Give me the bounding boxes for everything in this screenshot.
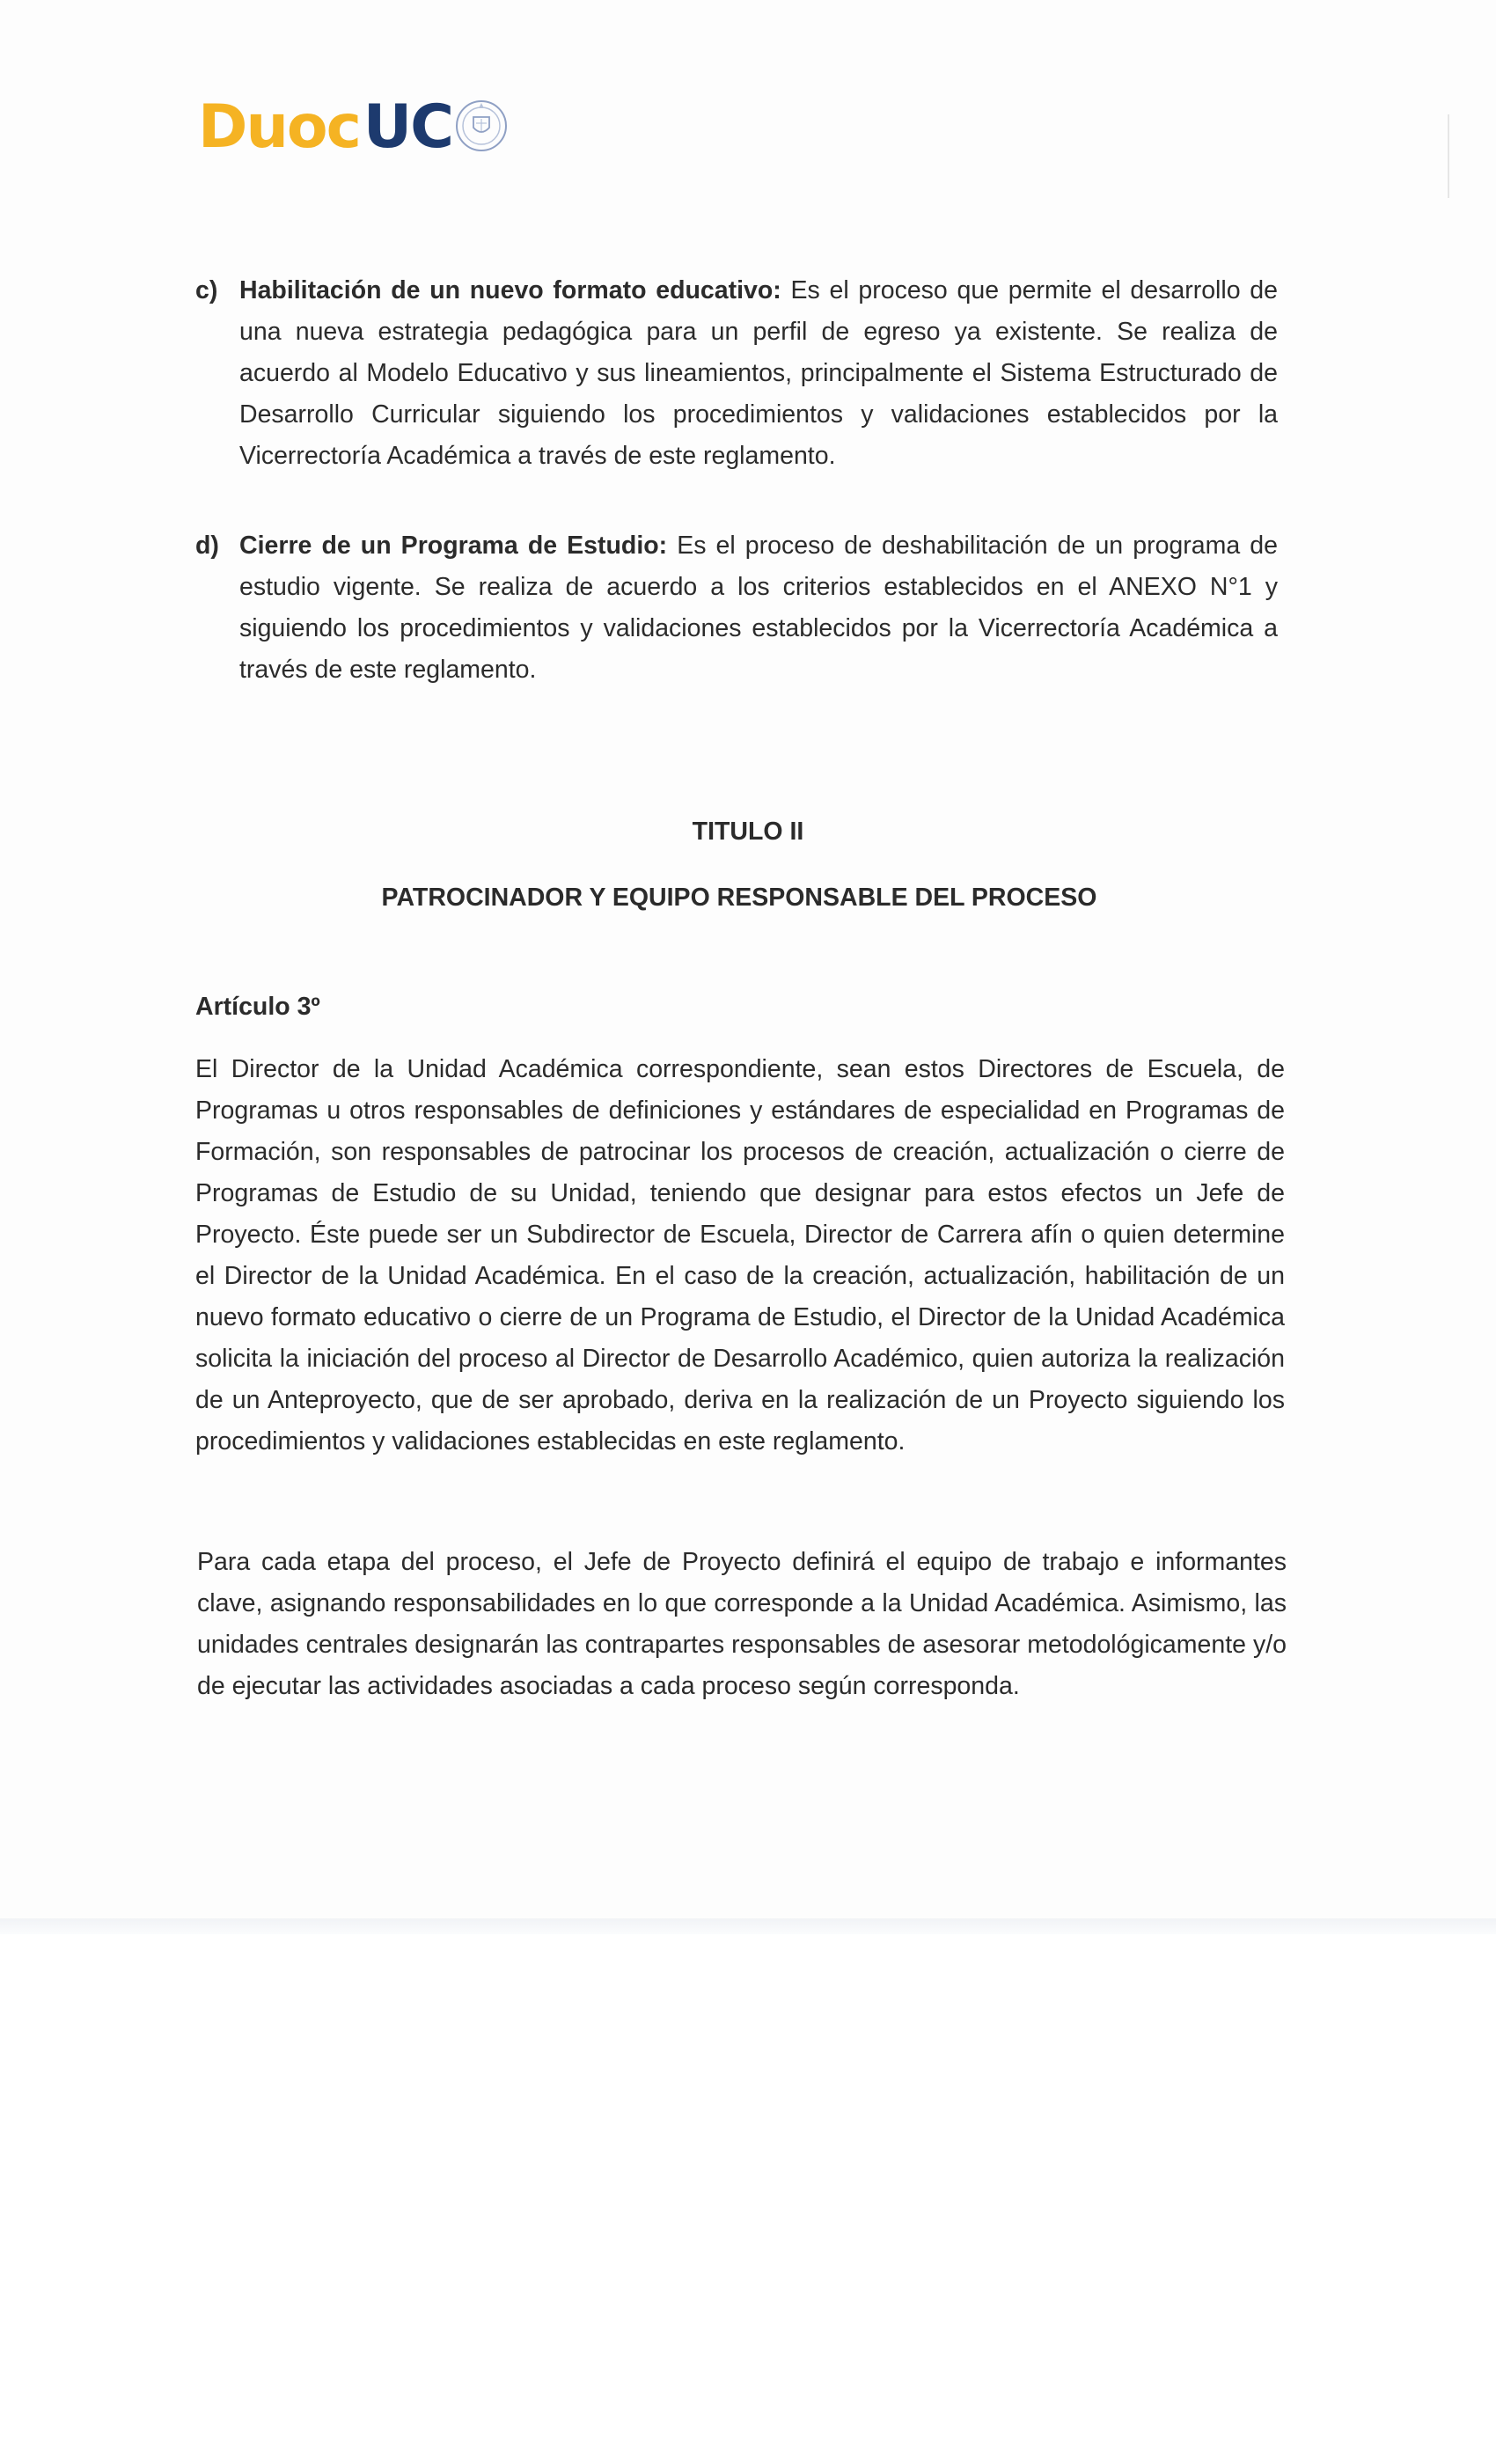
- list-item-text: Es el proceso que permite el desarrollo de una nueva estrategia pedagógica para un perfil de egreso ya existente. Se realiza de acuerdo al Modelo Educativo y sus lineamientos, principalmente el Sistema Estructurado de Desarrollo Curricular siguiendo los procedimientos y validaciones establecidos por la Vicerrectoría Académica a través de este reglamento.: [239, 276, 1279, 470]
- list-marker: c): [195, 276, 218, 304]
- university-seal-icon: [454, 92, 509, 158]
- article-paragraph-1: El Director de la Unidad Académica correspondiente, sean estos Directores de Escuela, de Programas u otros responsables de definiciones y estándares de especialidad en Programas de Formación, son responsables de patrocinar los procesos de creación, actualización o cierre de Programas de Estudio de su Unidad, teniendo que designar para estos efectos un Jefe de Proyecto. Éste puede ser un Subdirector de Escuela, Director de Carrera afín o quien determine el Director de la Unidad Académica. En el caso de la creación, actualización, habilitación de un nuevo formato educativo o cierre de un Programa de Estudio, el Director de la Unidad Académica solicita la iniciación del proceso al Director de Desarrollo Académico, quien autoriza la realización de un Anteproyecto, que de ser aprobado, deriva en la realización de un Proyecto siguiendo los procedimientos y validaciones establecidas en este reglamento.: [195, 1055, 1285, 1456]
- scan-margin-mark: [1448, 114, 1449, 198]
- logo-text-duoc: Duoc: [198, 92, 360, 162]
- title-name: PATROCINADOR Y EQUIPO RESPONSABLE DEL PROCESO: [381, 884, 1097, 912]
- list-item-lead: Cierre de un Programa de Estudio:: [239, 532, 668, 560]
- article-paragraph-2: Para cada etapa del proceso, el Jefe de Proyecto definirá el equipo de trabajo e informantes clave, asignando responsabilidades en lo que corresponde a la Unidad Académica. Asimismo, las unidades centrales designarán las contrapartes responsables de asesorar metodológicamente y/o de ejecutar las actividades asociadas a cada proceso según corresponda.: [197, 1548, 1287, 1700]
- list-item-body: [239, 270, 1278, 477]
- title-number: TITULO II: [692, 818, 804, 846]
- list-item-body: [239, 525, 1278, 691]
- article-heading: Artículo 3º: [195, 993, 320, 1021]
- logo-text-uc: UC: [363, 92, 453, 162]
- scan-bottom-edge: [0, 1918, 1496, 1934]
- list-marker: d): [195, 532, 219, 560]
- duoc-uc-logo: [198, 88, 509, 167]
- list-item-d: [195, 525, 1278, 691]
- list-item-lead: Habilitación de un nuevo formato educativo:: [239, 276, 781, 304]
- list-item-text: Es el proceso de deshabilitación de un programa de estudio vigente. Se realiza de acuerdo a los criterios establecidos en el ANEXO N°1 y siguiendo los procedimientos y validaciones establecidos por la Vicerrectoría Académica a través de este reglamento.: [239, 532, 1278, 684]
- list-item-c: [195, 270, 1278, 477]
